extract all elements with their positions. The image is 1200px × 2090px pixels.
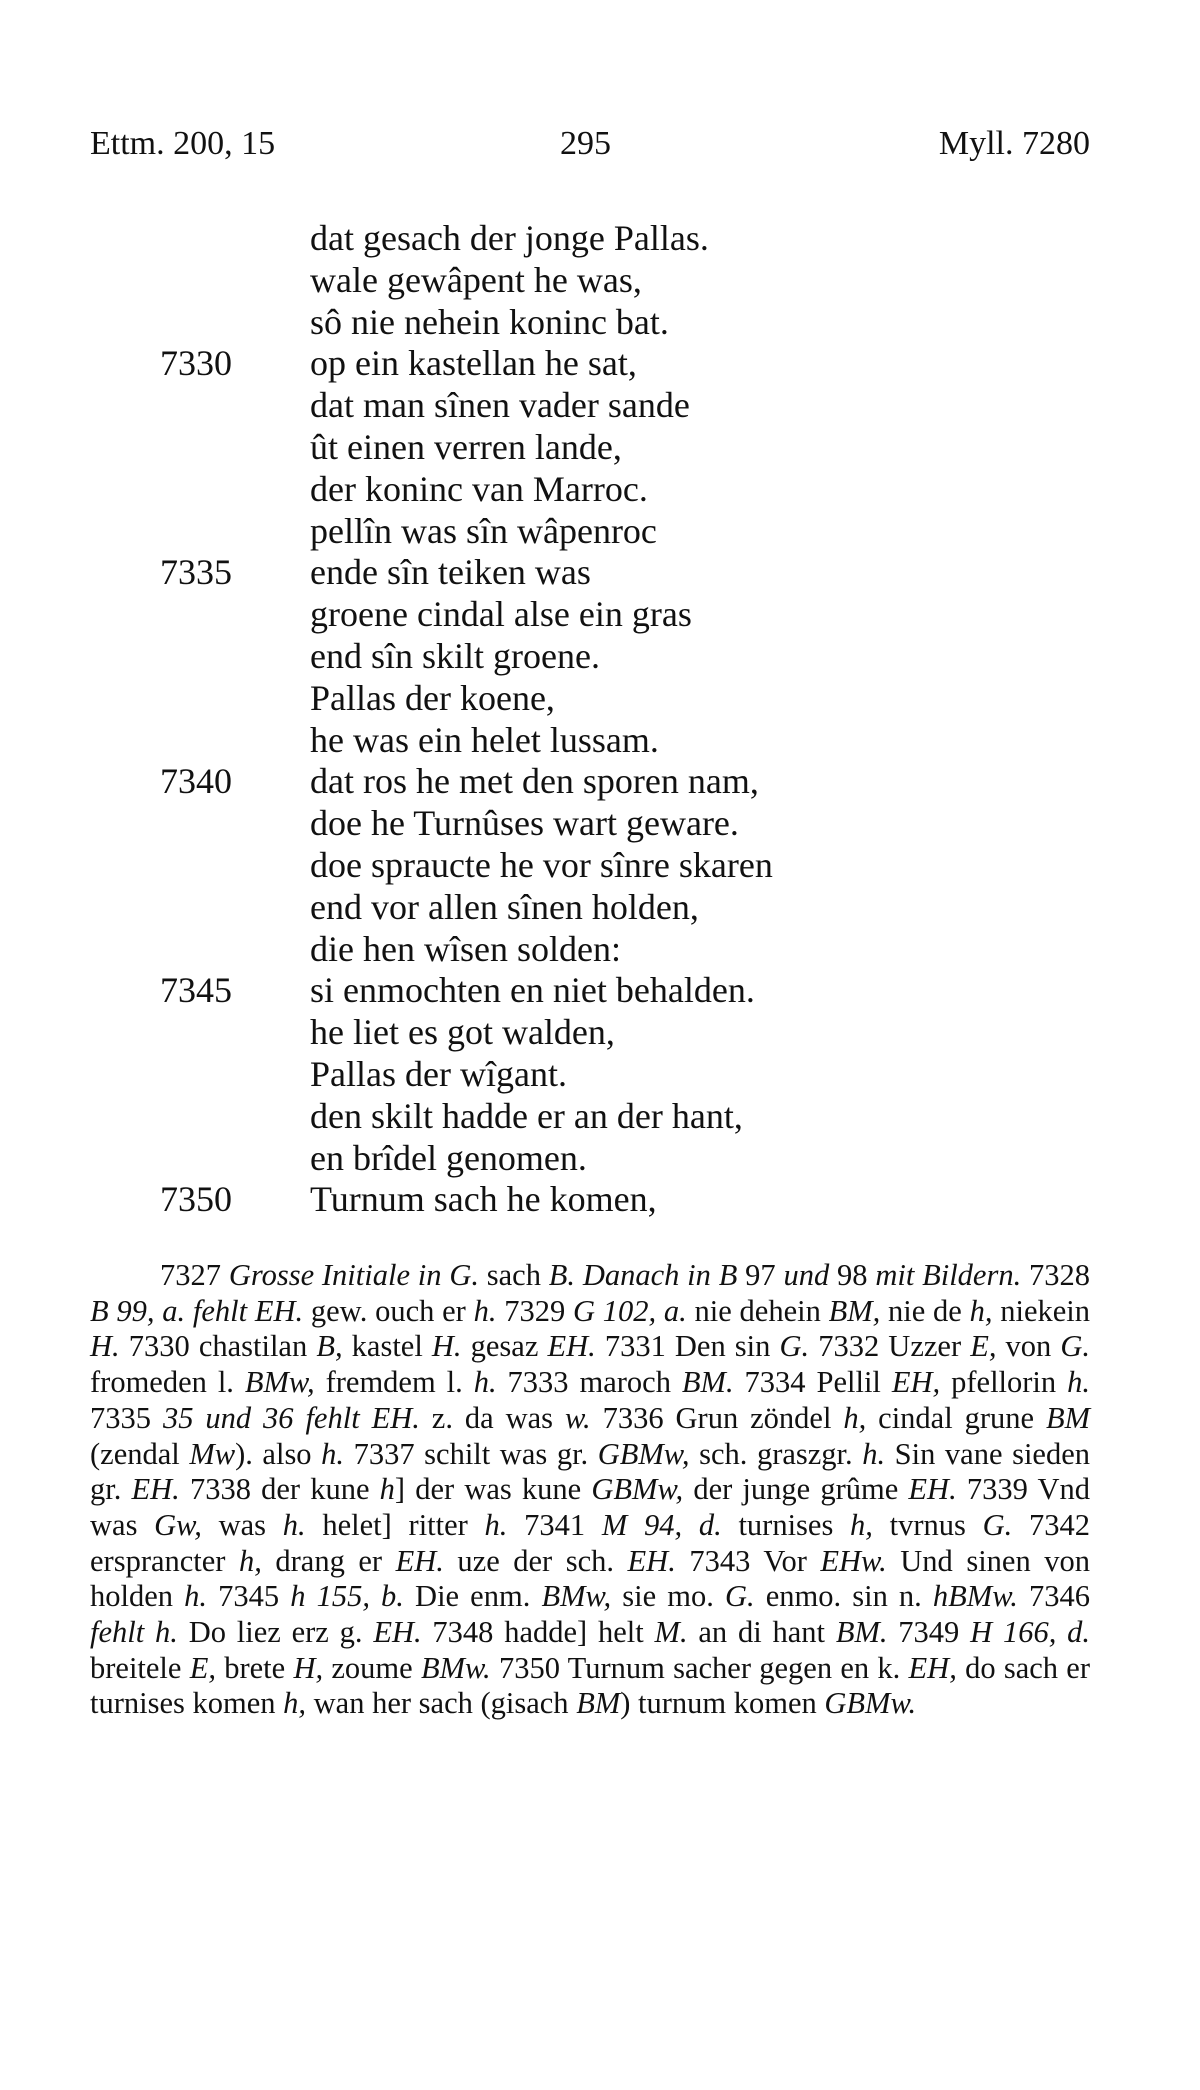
verse-text-line: doe he Turnûses wart geware. (310, 803, 739, 844)
siglum-italic: h, (843, 1400, 867, 1435)
apparatus-text: tvrnus (872, 1507, 983, 1542)
verse-line (160, 385, 920, 427)
siglum-italic: fehlt h. (90, 1615, 178, 1650)
siglum-italic: h. (321, 1436, 345, 1471)
verse-text-line: die hen wîsen solden: (310, 928, 621, 969)
line-number: 7330 (160, 343, 232, 384)
verse-text-line: end vor allen sînen holden, (310, 886, 699, 927)
verse-text-line: wale gewâpent he was, (310, 259, 642, 300)
apparatus-text: sach (478, 1258, 549, 1292)
apparatus-text: 7331 Den sin (595, 1329, 780, 1364)
apparatus-text: Do liez erz g. (177, 1615, 374, 1650)
siglum-italic: GBMw. (824, 1686, 917, 1721)
apparatus-text: was (201, 1507, 283, 1542)
siglum-italic: H. (90, 1329, 120, 1364)
verse-line (160, 1138, 920, 1180)
siglum-italic: hBMw. (932, 1579, 1018, 1614)
siglum-italic: G. (779, 1329, 810, 1364)
siglum-italic: BMw, (244, 1365, 315, 1400)
apparatus-text: nie de (880, 1293, 970, 1328)
verse-text-line: dat gesach der jonge Pallas. (310, 218, 709, 258)
siglum-italic: BM. (835, 1615, 888, 1650)
apparatus-text: 7336 Grun zöndel (590, 1400, 844, 1435)
siglum-italic: BM, (828, 1293, 881, 1328)
verse-text-line: ût einen verren lande, (310, 426, 622, 467)
verse-line (160, 929, 920, 971)
siglum-italic: M 94, d. (601, 1507, 722, 1542)
siglum-italic: EH. (627, 1543, 676, 1578)
apparatus-text: Und sinen von holden (90, 1543, 1090, 1614)
siglum-italic: h. (473, 1293, 497, 1328)
apparatus-text: zoume (323, 1650, 421, 1685)
siglum-italic: B 99, a. fehlt EH. (90, 1293, 304, 1328)
siglum-italic: h 155, b. (290, 1579, 404, 1614)
verse-text-line: end sîn skilt groene. (310, 635, 600, 676)
apparatus-text: sie mo. (611, 1579, 725, 1614)
apparatus-text: an di hant (687, 1615, 836, 1650)
apparatus-text: 7327 (160, 1258, 229, 1292)
apparatus-text: 7335 (90, 1400, 163, 1435)
verse-line (160, 845, 920, 887)
apparatus-text: wan her sach (gisach (306, 1686, 577, 1721)
apparatus-text: 7342 ersprancter (90, 1507, 1091, 1578)
siglum-italic: h. (1067, 1365, 1090, 1400)
apparatus-text: pfellorin (940, 1365, 1068, 1400)
line-number: 7345 (160, 970, 232, 1011)
siglum-italic: BMw. (420, 1650, 491, 1685)
apparatus-text: 7350 Turnum sacher gegen en k. (490, 1650, 909, 1685)
verse-line (160, 1179, 920, 1221)
siglum-italic: H. (431, 1329, 462, 1364)
verse-text-line: en brîdel genomen. (310, 1137, 587, 1178)
siglum-italic: h, (239, 1543, 262, 1578)
siglum-italic: EH. (395, 1543, 444, 1578)
verse-text-line: ende sîn teiken was (310, 552, 591, 593)
verse-text-line: dat ros he met den sporen nam, (310, 761, 759, 802)
siglum-italic: mit Bildern. (875, 1258, 1022, 1292)
verse-line (160, 302, 920, 344)
verse-text-line: Turnum sach he komen, (310, 1179, 657, 1220)
apparatus-text: 7333 maroch (496, 1365, 682, 1400)
siglum-italic: Gw, (154, 1507, 202, 1542)
verse-text-line: dat man sînen vader sande (310, 385, 690, 426)
siglum-italic: E, (189, 1650, 216, 1685)
apparatus-text: Die enm. (403, 1579, 542, 1614)
line-number: 7350 (160, 1179, 232, 1220)
siglum-italic: h, (850, 1507, 873, 1542)
verse-line (160, 636, 920, 678)
header-right-reference: Myll. 7280 (938, 125, 1090, 162)
siglum-italic: M. (654, 1615, 688, 1650)
apparatus-text: do sach er turnises komen (90, 1650, 1090, 1721)
apparatus-text: 7329 (496, 1293, 573, 1328)
apparatus-text: (zendal (90, 1436, 190, 1471)
apparatus-text: 7328 (1021, 1258, 1091, 1292)
siglum-italic: GBMw, (591, 1472, 684, 1507)
siglum-italic: w. (564, 1400, 591, 1435)
apparatus-text: 7341 (507, 1507, 602, 1542)
apparatus-text: nie dehein (686, 1293, 829, 1328)
siglum-italic: E, (970, 1329, 997, 1364)
verse-text-line: sô nie nehein koninc bat. (310, 301, 669, 342)
apparatus-text: 7346 (1017, 1579, 1091, 1614)
apparatus-text: fromeden l. (90, 1365, 245, 1400)
verse-line (160, 720, 920, 762)
apparatus-text: 7339 Vnd was (90, 1472, 1090, 1542)
siglum-italic: h. (484, 1507, 508, 1542)
siglum-italic: BMw, (541, 1579, 612, 1614)
running-header (90, 125, 1090, 171)
apparatus-text: drang er (261, 1543, 396, 1578)
apparatus-text: 7343 Vor (675, 1543, 821, 1578)
siglum-italic: H, (293, 1650, 324, 1685)
apparatus-text: von (996, 1329, 1061, 1364)
apparatus-text: helet] ritter (305, 1507, 485, 1542)
siglum-italic: h, (969, 1293, 993, 1328)
siglum-italic: EH. (373, 1615, 422, 1650)
siglum-italic: EHw. (820, 1543, 887, 1578)
apparatus-text: fremdem l. (314, 1365, 474, 1400)
apparatus-text: ). also (235, 1436, 322, 1471)
verse-line (160, 761, 920, 803)
siglum-italic: B, (316, 1329, 343, 1364)
siglum-italic: BM (1045, 1400, 1091, 1435)
verse-text-line: Pallas der koene, (310, 677, 555, 718)
apparatus-text: 7337 schilt was gr. (344, 1436, 598, 1471)
siglum-italic: h (379, 1472, 395, 1507)
apparatus-text: 7332 Uzzer (809, 1329, 971, 1364)
apparatus-text: niekein (992, 1293, 1090, 1328)
verse-line (160, 678, 920, 720)
verse-line (160, 469, 920, 511)
apparatus-text: gesaz (461, 1329, 548, 1364)
siglum-italic: h. (184, 1579, 207, 1614)
apparatus-text: 98 (829, 1258, 876, 1292)
apparatus-paragraph (90, 1258, 1090, 1722)
apparatus-text: 97 (737, 1258, 784, 1292)
siglum-italic: und (783, 1258, 830, 1292)
verse-line (160, 803, 920, 845)
critical-apparatus (90, 1258, 1090, 1722)
verse-line (160, 1012, 920, 1054)
verse-text-line: der koninc van Marroc. (310, 468, 648, 509)
siglum-italic: Grosse Initiale in G. (228, 1258, 479, 1292)
siglum-italic: G. (982, 1507, 1013, 1542)
apparatus-text: ) turnum komen (620, 1686, 825, 1721)
verse-text-line: Pallas der wîgant. (310, 1053, 567, 1094)
apparatus-text: enmo. sin n. (754, 1579, 933, 1614)
verse-line (160, 970, 920, 1012)
apparatus-text: 7345 (207, 1579, 291, 1614)
siglum-italic: h, (283, 1686, 307, 1721)
verse-line (160, 1054, 920, 1096)
verse-text-line: pellîn was sîn wâpenroc (310, 510, 657, 551)
verse-text-line: he was ein helet lussam. (310, 719, 659, 760)
apparatus-text: Sin vane sieden gr. (90, 1436, 1090, 1507)
apparatus-text: gew. ouch er (303, 1293, 474, 1328)
siglum-italic: H 166, d. (970, 1615, 1090, 1650)
siglum-italic: BM. (681, 1365, 734, 1400)
apparatus-text: brete (215, 1650, 294, 1685)
siglum-italic: EH. (131, 1472, 180, 1507)
apparatus-text: der junge grûme (683, 1472, 909, 1507)
apparatus-text: 7334 Pellil (733, 1365, 892, 1400)
verse-text-line: si enmochten en niet behalden. (310, 970, 755, 1011)
apparatus-text: kastel (342, 1329, 432, 1364)
apparatus-text: uze der sch. (443, 1543, 628, 1578)
apparatus-text: breitele (90, 1650, 190, 1685)
verse-text-line: op ein kastellan he sat, (310, 343, 637, 384)
verse-text-line: groene cindal alse ein gras (310, 594, 692, 635)
siglum-italic: h. (473, 1365, 497, 1400)
siglum-italic: EH. (908, 1472, 957, 1507)
apparatus-text: sch. graszgr. (689, 1436, 863, 1471)
siglum-italic: h. (862, 1436, 886, 1471)
siglum-italic: 35 und 36 fehlt EH. (162, 1400, 420, 1435)
apparatus-text: z. da was (419, 1400, 565, 1435)
verse-line (160, 427, 920, 469)
verse-text-line: he liet es got walden, (310, 1012, 615, 1053)
siglum-italic: G 102, a. (572, 1293, 687, 1328)
apparatus-text: 7348 hadde] helt (421, 1615, 655, 1650)
verse-line (160, 343, 920, 385)
siglum-italic: G. (724, 1579, 755, 1614)
apparatus-text: 7338 der kune (179, 1472, 380, 1507)
verse-line (160, 552, 920, 594)
verse-line (160, 1096, 920, 1138)
apparatus-text: cindal grune (866, 1400, 1046, 1435)
apparatus-text: ] der was kune (394, 1472, 592, 1507)
siglum-italic: G. (1060, 1329, 1091, 1364)
apparatus-text: 7349 (887, 1615, 971, 1650)
verse-text-line: doe spraucte he vor sînre skaren (310, 844, 773, 885)
siglum-italic: BM (576, 1686, 621, 1721)
siglum-italic: h. (282, 1507, 306, 1542)
siglum-italic: EH, (908, 1650, 957, 1685)
apparatus-text: turnises (721, 1507, 851, 1542)
line-number: 7335 (160, 552, 232, 593)
page-number: 295 (560, 125, 611, 162)
verse-line (160, 218, 920, 260)
siglum-italic: EH, (891, 1365, 941, 1400)
verse-line (160, 594, 920, 636)
siglum-italic: Mw (189, 1436, 236, 1471)
header-left-reference: Ettm. 200, 15 (90, 125, 276, 162)
verse-text-line: den skilt hadde er an der hant, (310, 1095, 743, 1136)
verse-text (160, 218, 920, 1221)
verse-line (160, 511, 920, 553)
siglum-italic: B. Danach in B (548, 1258, 738, 1292)
siglum-italic: EH. (547, 1329, 596, 1364)
apparatus-text: 7330 chastilan (119, 1329, 317, 1364)
siglum-italic: GBMw, (597, 1436, 690, 1471)
verse-line (160, 887, 920, 929)
verse-line (160, 260, 920, 302)
line-number: 7340 (160, 761, 232, 802)
